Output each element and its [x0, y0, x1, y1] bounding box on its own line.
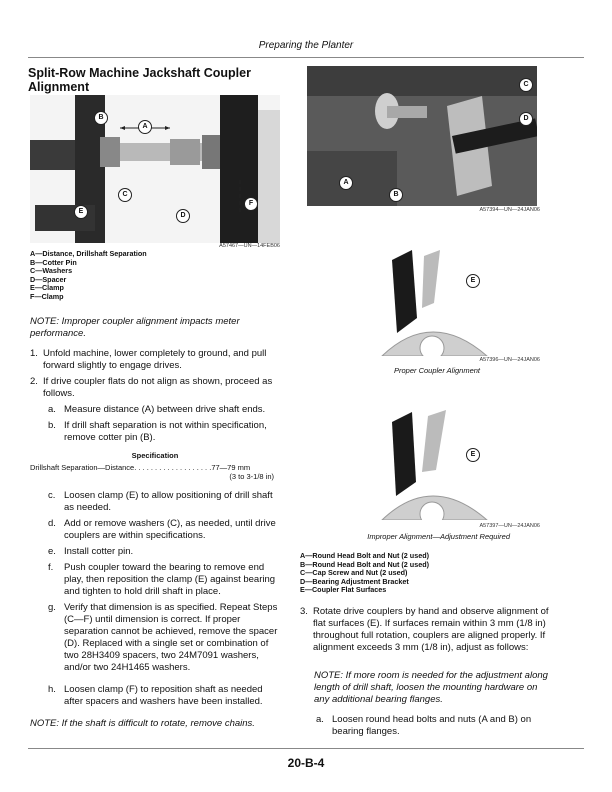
- legend-item: A—Distance, Drillshaft Separation: [30, 249, 147, 258]
- spec-row: Drillshaft Separation—Distance. . . . . . . . . . . . . . . . . . .77—79 mm (3 to 3-1/8 in): [30, 463, 274, 481]
- substep-e: e. Install cotter pin.: [48, 546, 134, 557]
- legend-item: E—Clamp: [30, 283, 64, 293]
- substep-a: a. Measure distance (A) between drive shaft ends.: [48, 404, 266, 415]
- callout-a: A: [339, 176, 353, 190]
- figure4-caption: Improper Alignment—Adjustment Required: [367, 532, 510, 541]
- callout-e: E: [466, 274, 480, 288]
- note-chains: NOTE: If the shaft is difficult to rotate, remove chains.: [30, 718, 255, 729]
- jackshaft-illustration: [30, 95, 280, 243]
- legend-item: D—Bearing Adjustment Bracket: [300, 576, 409, 586]
- note-alignment: NOTE: Improper coupler alignment impacts meter performance.: [30, 316, 240, 339]
- step-3: 3. Rotate drive couplers by hand and observe alignment of flat surfaces (E). If surfaces remain within 3 mm (1/8 in) throughout full rotation, couplers are aligned properly. If alignment exceeds 3 mm (1/8 in), adjust as follows:: [300, 606, 549, 653]
- figure1-code: A57467—UN—14FEB06: [219, 243, 280, 249]
- legend-item: E—Coupler Flat Surfaces: [300, 585, 387, 595]
- running-header: Preparing the Planter: [258, 40, 354, 51]
- legend-item: A—Round Head Bolt and Nut (2 used): [300, 551, 429, 560]
- figure1-legend: [30, 250, 280, 302]
- substep-g: g. Verify that dimension is as specified. Repeat Steps (C—F) until dimension is correct. If proper separation cannot be achieved, remove the spacer (D). Replaced with a single set or combination of two 28H3409 spacers, two 24M7091 washers, and/or two 24H1465 washers.: [48, 602, 278, 673]
- substep-b: b. If drill shaft separation is not within specification, remove cotter pin (B).: [48, 420, 267, 443]
- page-number: 20-B-4: [287, 756, 325, 770]
- header-rule: [28, 57, 584, 58]
- legend-item: C—Cap Screw and Nut (2 used): [300, 568, 408, 578]
- callout-e: E: [74, 205, 88, 219]
- proper-alignment-figure: [372, 248, 492, 356]
- step-2: 2. If drive coupler flats do not align as shown, proceed as follows.: [30, 376, 273, 399]
- step-1: 1. Unfold machine, lower completely to ground, and pull forward slightly to engage drives.: [30, 348, 267, 371]
- legend-item: B—Cotter Pin: [30, 257, 77, 267]
- substep-h: h. Loosen clamp (F) to reposition shaft as needed after spacers and washers have been installed.: [48, 684, 263, 707]
- substep-f: f. Push coupler toward the bearing to remove end play, then reposition the clamp (E) against bearing and tighten to hold drill shaft in place.: [48, 562, 276, 597]
- jackshaft-coupler-figure: [30, 95, 280, 243]
- callout-d: D: [176, 209, 190, 223]
- callout-b: B: [94, 111, 108, 125]
- spec-heading: Specification: [131, 451, 179, 460]
- figure4-code: A57397—UN—24JAN06: [479, 523, 540, 529]
- figure2-legend: [300, 552, 560, 595]
- step-3a: a. Loosen round head bolts and nuts (A and B) on bearing flanges.: [316, 714, 532, 737]
- legend-item: F—Clamp: [30, 291, 64, 301]
- footer-rule: [28, 748, 584, 749]
- callout-e: E: [466, 448, 480, 462]
- legend-item: C—Washers: [30, 266, 73, 276]
- proper-alignment-illustration: [372, 248, 492, 356]
- figure3-caption: Proper Coupler Alignment: [393, 366, 480, 375]
- substep-d: d. Add or remove washers (C), as needed, until drive couplers are within specifications.: [48, 518, 276, 541]
- callout-c: C: [118, 188, 132, 202]
- bearing-bracket-figure: [307, 66, 537, 206]
- callout-f: F: [244, 197, 258, 211]
- improper-alignment-illustration: [372, 410, 492, 520]
- figure3-code: A57396—UN—24JAN06: [479, 357, 540, 363]
- substep-c: c. Loosen clamp (E) to allow positioning of drill shaft as needed.: [48, 490, 273, 513]
- callout-d: D: [519, 112, 533, 126]
- legend-item: D—Spacer: [30, 274, 67, 284]
- callout-b: B: [389, 188, 403, 202]
- section-title: Split-Row Machine Jackshaft Coupler Alignment: [28, 66, 251, 94]
- figure2-code: A57394—UN—24JAN06: [479, 207, 540, 213]
- callout-a: A: [138, 120, 152, 134]
- legend-item: B—Round Head Bolt and Nut (2 used): [300, 559, 429, 569]
- note-room: NOTE: If more room is needed for the adjustment along length of drill shaft, loosen the mounting hardware on any additional bearing flanges.: [314, 670, 548, 705]
- callout-c: C: [519, 78, 533, 92]
- improper-alignment-figure: [372, 410, 492, 520]
